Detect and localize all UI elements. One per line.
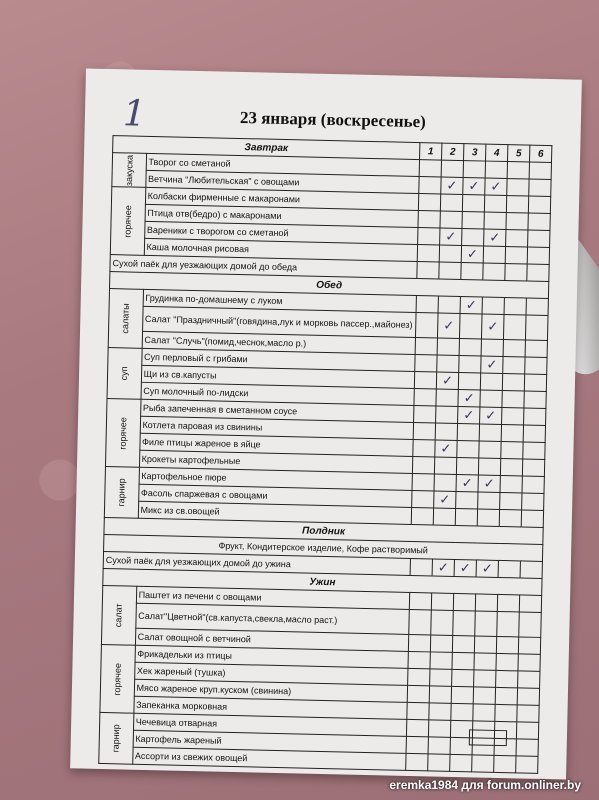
cell[interactable]: [474, 653, 496, 670]
menu-item: Грудинка по-домашнему с луком: [143, 289, 417, 312]
cell[interactable]: [409, 592, 431, 609]
cell[interactable]: [414, 405, 436, 422]
cell[interactable]: [473, 704, 495, 721]
cell[interactable]: [412, 473, 434, 490]
category-label: закуска: [123, 154, 135, 186]
menu-item: Творог со сметаной: [146, 153, 420, 176]
check-mark[interactable]: ✓: [481, 356, 503, 373]
cell[interactable]: [520, 561, 542, 578]
cell[interactable]: [418, 211, 440, 228]
cell[interactable]: [437, 338, 459, 355]
cell[interactable]: [478, 492, 500, 509]
breakfast-header: Завтрак: [113, 136, 420, 160]
cell[interactable]: [485, 161, 507, 178]
cell[interactable]: [481, 339, 503, 356]
cell[interactable]: [439, 262, 461, 279]
cell[interactable]: [498, 560, 520, 577]
cell[interactable]: [472, 755, 494, 772]
menu-item: Рыба запеченная в сметанном соусе: [140, 399, 414, 422]
cell[interactable]: [462, 212, 484, 229]
cell[interactable]: [505, 264, 527, 281]
cell[interactable]: [480, 373, 502, 390]
menu-item: Микс из св.овощей: [138, 501, 412, 524]
cell[interactable]: [527, 247, 549, 264]
cell[interactable]: [506, 196, 528, 213]
cell[interactable]: [501, 424, 523, 441]
check-mark[interactable]: ✓: [461, 246, 483, 263]
cell[interactable]: [412, 456, 434, 473]
cell[interactable]: [456, 491, 478, 508]
cell[interactable]: [500, 475, 522, 492]
category-label: гарнир: [116, 478, 128, 507]
page-title: 23 января (воскресенье): [239, 107, 427, 132]
snack-header: Полдник: [104, 517, 543, 544]
cell[interactable]: [518, 671, 540, 688]
menu-sheet: [70, 68, 582, 779]
cell[interactable]: [500, 458, 522, 475]
cell[interactable]: [477, 509, 499, 526]
category-label: салаты: [120, 303, 131, 334]
cell[interactable]: [412, 490, 434, 507]
menu-item: Сухой паёк для уезжающих домой до обеда: [110, 255, 417, 279]
cell[interactable]: [503, 357, 525, 374]
cell[interactable]: [452, 669, 474, 686]
cell[interactable]: [522, 459, 544, 476]
cell[interactable]: [502, 407, 524, 424]
cell[interactable]: [430, 669, 452, 686]
cell[interactable]: [429, 703, 451, 720]
cell[interactable]: [455, 508, 477, 525]
cell[interactable]: [528, 213, 550, 230]
cell[interactable]: [414, 371, 436, 388]
cell[interactable]: [462, 195, 484, 212]
cell[interactable]: [501, 441, 523, 458]
cell[interactable]: [523, 442, 545, 459]
category-label: горячее: [117, 416, 129, 450]
cell[interactable]: [418, 194, 440, 211]
check-mark[interactable]: ✓: [476, 560, 498, 577]
cell[interactable]: [523, 425, 545, 442]
cell[interactable]: [497, 611, 520, 636]
check-mark[interactable]: ✓: [434, 491, 456, 508]
cell[interactable]: [474, 670, 496, 687]
cell[interactable]: [517, 688, 539, 705]
cell[interactable]: [524, 391, 546, 408]
cell[interactable]: [474, 636, 496, 653]
cell[interactable]: [507, 162, 529, 179]
col-2: 2: [442, 143, 464, 160]
check-mark[interactable]: ✓: [480, 407, 502, 424]
pencil-mark: 1: [122, 93, 147, 135]
cell[interactable]: [503, 340, 525, 357]
cell[interactable]: [407, 702, 429, 719]
cell[interactable]: [417, 245, 439, 262]
cell[interactable]: [526, 298, 548, 315]
cell[interactable]: [409, 609, 432, 634]
cell[interactable]: [524, 374, 546, 391]
menu-item: Картофель жареный: [133, 730, 407, 753]
check-mark[interactable]: ✓: [478, 475, 500, 492]
cell[interactable]: [417, 262, 439, 279]
cell[interactable]: [525, 315, 548, 340]
cell[interactable]: [459, 314, 482, 339]
watermark: eremka1984 для forum.onliner.by: [389, 778, 581, 792]
cell[interactable]: [430, 652, 452, 669]
cell[interactable]: [516, 739, 538, 756]
cell[interactable]: [479, 424, 501, 441]
cell[interactable]: [459, 339, 481, 356]
cell[interactable]: [408, 668, 430, 685]
cell[interactable]: [435, 423, 457, 440]
menu-item: Филе птицы жареное в яйце: [139, 433, 413, 456]
cell[interactable]: [495, 704, 517, 721]
cell[interactable]: [434, 474, 456, 491]
cell[interactable]: [506, 230, 528, 247]
cell[interactable]: [450, 754, 472, 771]
cell[interactable]: [495, 687, 517, 704]
check-mark[interactable]: ✓: [463, 178, 485, 195]
cell[interactable]: [483, 246, 505, 263]
cell[interactable]: [529, 162, 551, 179]
cell[interactable]: [461, 263, 483, 280]
cell[interactable]: [406, 719, 428, 736]
cell[interactable]: [452, 635, 474, 652]
cell[interactable]: [418, 228, 440, 245]
check-mark[interactable]: ✓: [440, 228, 462, 245]
check-mark[interactable]: ✓: [485, 178, 507, 195]
cell[interactable]: [527, 264, 549, 281]
check-mark[interactable]: ✓: [456, 474, 478, 491]
cell[interactable]: [419, 177, 441, 194]
cell[interactable]: [452, 652, 474, 669]
cell[interactable]: [484, 195, 506, 212]
cell[interactable]: [503, 315, 526, 340]
cell[interactable]: [516, 756, 538, 773]
cell[interactable]: [500, 492, 522, 509]
cell[interactable]: [453, 593, 475, 610]
menu-item: Колбаски фирменные с макаронами: [145, 187, 419, 210]
cell[interactable]: [428, 754, 450, 771]
cell[interactable]: [462, 229, 484, 246]
menu-item: Вареники с творогом со сметаной: [144, 221, 418, 244]
menu-item: Птица отв(бедро) с макаронами: [145, 204, 419, 227]
cell[interactable]: [480, 390, 502, 407]
cell[interactable]: [496, 653, 518, 670]
cell[interactable]: [463, 161, 485, 178]
menu-item: Сухой паёк для уезжающих домой до ужина: [103, 551, 410, 575]
cell[interactable]: [406, 753, 428, 770]
check-mark[interactable]: ✓: [458, 389, 480, 406]
cell[interactable]: [419, 160, 441, 177]
cell[interactable]: [439, 245, 461, 262]
menu-item: Котлета паровая из свинины: [140, 416, 414, 439]
cell[interactable]: [415, 313, 438, 338]
cell[interactable]: [516, 722, 538, 739]
cell[interactable]: [414, 388, 436, 405]
cell[interactable]: [505, 247, 527, 264]
cell[interactable]: [411, 507, 433, 524]
col-5: 5: [508, 145, 530, 162]
cell[interactable]: [502, 390, 524, 407]
menu-item: Ассорти из свежих овощей: [132, 747, 406, 770]
cell[interactable]: [521, 510, 543, 527]
check-mark[interactable]: ✓: [484, 229, 506, 246]
cell[interactable]: [407, 685, 429, 702]
check-mark[interactable]: ✓: [481, 314, 504, 339]
check-mark[interactable]: ✓: [432, 559, 454, 576]
menu-item: Крокеты картофельные: [139, 450, 413, 473]
cell[interactable]: [484, 212, 506, 229]
menu-item: Фрикадельки из птицы: [135, 645, 409, 668]
cell[interactable]: [410, 558, 432, 575]
cell[interactable]: [502, 373, 524, 390]
menu-item: Каша молочная рисовая: [144, 238, 418, 261]
cell[interactable]: [431, 593, 453, 610]
menu-item: Щи из св.капусты: [141, 365, 415, 388]
menu-item: Картофельное пюре: [139, 467, 413, 490]
cell[interactable]: [483, 263, 505, 280]
cell[interactable]: [479, 441, 501, 458]
col-3: 3: [464, 144, 486, 161]
cell[interactable]: [459, 356, 481, 373]
menu-item: Фасоль спаржевая с овощами: [138, 484, 412, 507]
cell[interactable]: [441, 160, 463, 177]
menu-item: Чечевица отварная: [133, 713, 407, 736]
category-label: горячее: [112, 662, 123, 696]
check-mark[interactable]: ✓: [436, 372, 458, 389]
cell[interactable]: [528, 230, 550, 247]
cell[interactable]: [416, 296, 438, 313]
cell[interactable]: [499, 509, 521, 526]
lunch-header: Обед: [110, 272, 549, 299]
cell[interactable]: [457, 440, 479, 457]
cell[interactable]: [440, 194, 462, 211]
menu-item: Паштет из печени с овощами: [136, 586, 410, 609]
menu-item: Хек жареный (тушка): [134, 662, 408, 685]
cell[interactable]: [429, 686, 451, 703]
cell[interactable]: [475, 611, 498, 636]
cell[interactable]: [436, 389, 458, 406]
cell[interactable]: [456, 457, 478, 474]
check-mark[interactable]: ✓: [435, 440, 457, 457]
cell[interactable]: [428, 737, 450, 754]
cell[interactable]: [496, 636, 518, 653]
cell[interactable]: [451, 686, 473, 703]
cell[interactable]: [522, 476, 544, 493]
col-6: 6: [529, 145, 551, 162]
cell[interactable]: [415, 355, 437, 372]
menu-item: Суп перловый с грибами: [141, 348, 415, 371]
cell[interactable]: [525, 340, 547, 357]
cell[interactable]: [438, 296, 460, 313]
cell[interactable]: [507, 179, 529, 196]
cell[interactable]: [428, 720, 450, 737]
cell[interactable]: [457, 423, 479, 440]
cell[interactable]: [413, 422, 435, 439]
cell[interactable]: [413, 439, 435, 456]
cell[interactable]: [494, 755, 516, 772]
menu-item: Салат "Праздничный"(говядина,лук и морковь пассер.,майонез): [142, 306, 416, 337]
cell[interactable]: [408, 634, 430, 651]
col-1: 1: [420, 143, 442, 160]
menu-item: Салат "Случь"(помид,чеснок,масло р.): [142, 331, 416, 354]
check-mark[interactable]: ✓: [441, 177, 463, 194]
cell[interactable]: [430, 635, 452, 652]
category-label: горячее: [122, 204, 134, 238]
cell[interactable]: [451, 703, 473, 720]
cell[interactable]: [522, 493, 544, 510]
cell[interactable]: [406, 736, 428, 753]
cell[interactable]: [518, 637, 540, 654]
cell[interactable]: [525, 357, 547, 374]
menu-item: Мясо жареное круп.куском (свинина): [134, 679, 408, 702]
cell[interactable]: [529, 179, 551, 196]
cell[interactable]: [519, 612, 542, 637]
cell[interactable]: [440, 211, 462, 228]
category-label: салат: [113, 603, 125, 628]
cell[interactable]: [524, 408, 546, 425]
menu-item: Ветчина "Любительская" с овощами: [145, 170, 419, 193]
cell[interactable]: [408, 651, 430, 668]
cell[interactable]: [478, 458, 500, 475]
cell[interactable]: [504, 298, 526, 315]
menu-table: [98, 135, 552, 774]
cell[interactable]: [437, 355, 459, 372]
cell[interactable]: [453, 610, 476, 635]
cell[interactable]: [434, 457, 456, 474]
cell[interactable]: [496, 670, 518, 687]
menu-item: Суп молочный по-лидски: [141, 382, 415, 405]
cell[interactable]: [436, 406, 458, 423]
category-label: гарнир: [110, 724, 122, 753]
dinner-header: Ужин: [103, 568, 542, 595]
cell[interactable]: [475, 594, 497, 611]
cell[interactable]: [528, 196, 550, 213]
cell[interactable]: [415, 338, 437, 355]
category-label: суп: [119, 366, 130, 381]
cell[interactable]: [433, 508, 455, 525]
cell[interactable]: [519, 595, 541, 612]
check-mark[interactable]: ✓: [460, 297, 482, 314]
cell[interactable]: [497, 594, 519, 611]
cell[interactable]: [518, 654, 540, 671]
snack-description: Фрукт, Кондитерское изделие, Кофе растворимый: [104, 534, 543, 561]
col-4: 4: [486, 144, 508, 161]
check-mark[interactable]: ✓: [437, 313, 460, 338]
cell[interactable]: [431, 610, 454, 635]
menu-item: Салат овощной с ветчиной: [135, 628, 409, 651]
menu-item: Салат"Цветной"(св.капуста,свекла,масло раст.): [135, 603, 409, 634]
cell[interactable]: [473, 687, 495, 704]
check-mark[interactable]: ✓: [454, 559, 476, 576]
check-mark[interactable]: ✓: [458, 406, 480, 423]
room-number-box[interactable]: [469, 729, 507, 746]
menu-item: Запеканка морковная: [133, 696, 407, 719]
cell[interactable]: [506, 213, 528, 230]
cell[interactable]: [517, 705, 539, 722]
cell[interactable]: [458, 372, 480, 389]
cell[interactable]: [482, 297, 504, 314]
